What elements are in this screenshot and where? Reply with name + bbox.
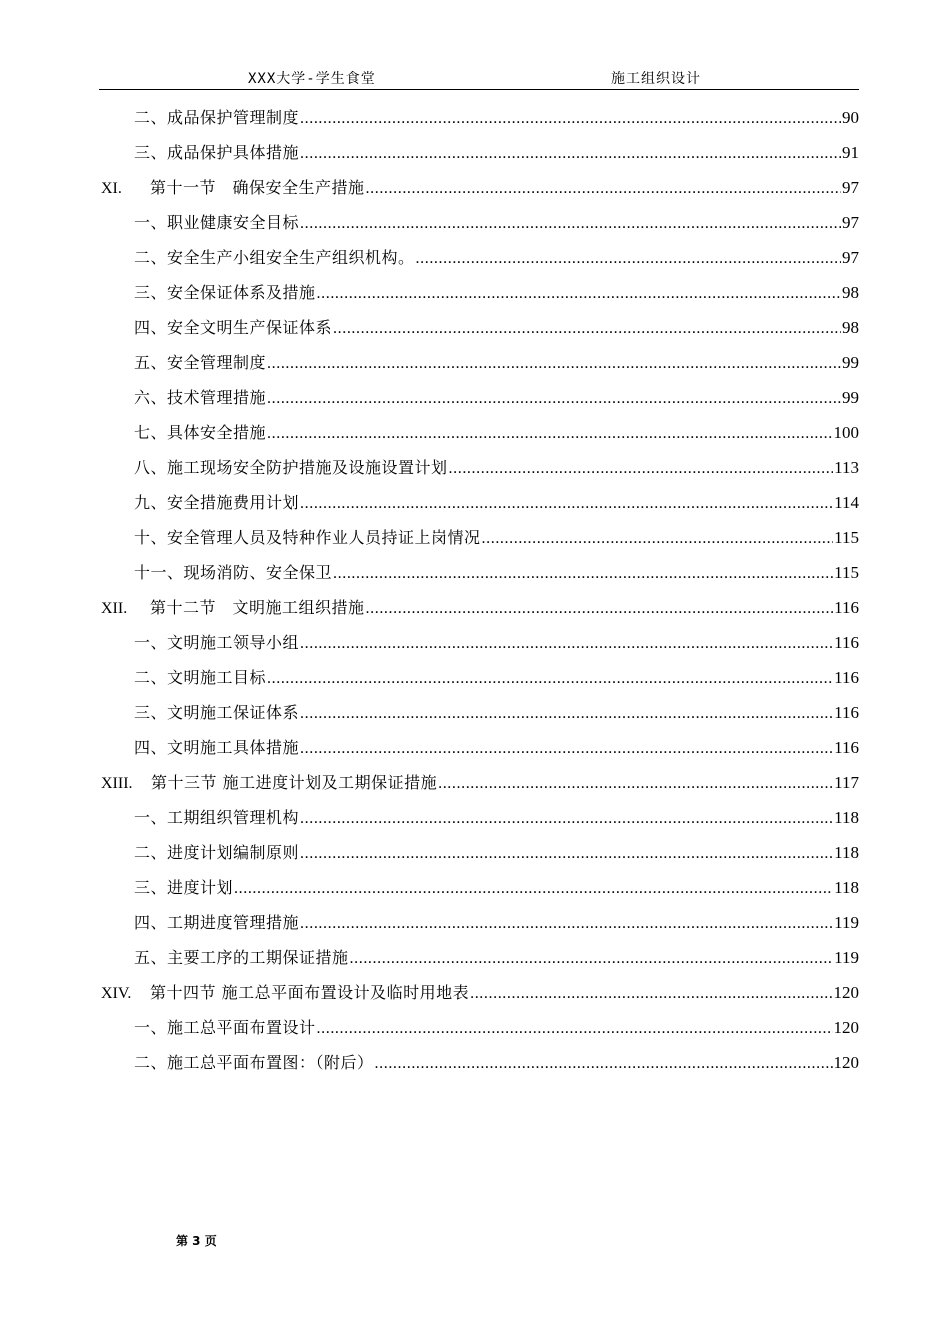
toc-dot-leader bbox=[300, 136, 841, 171]
toc-dot-leader bbox=[366, 591, 834, 626]
toc-entry-title: 四、工期进度管理措施 bbox=[134, 913, 300, 932]
toc-entry-title: 第十四节 施工总平面布置设计及临时用地表 bbox=[150, 983, 470, 1002]
toc-subsection-entry[interactable] bbox=[101, 380, 859, 415]
toc-subsection-entry[interactable] bbox=[101, 940, 859, 975]
toc-entry-title: 四、安全文明生产保证体系 bbox=[134, 318, 333, 337]
header-section-title: 施工组织设计 bbox=[611, 71, 701, 87]
toc-page-number: 113 bbox=[834, 458, 859, 477]
toc-dot-leader bbox=[300, 696, 833, 731]
toc-subsection-entry[interactable] bbox=[101, 135, 859, 170]
toc-subsection-entry[interactable] bbox=[101, 275, 859, 310]
toc-entry-title: 三、安全保证体系及措施 bbox=[134, 283, 316, 302]
toc-entry-title: 二、成品保护管理制度 bbox=[134, 108, 300, 127]
toc-entry-title: 二、文明施工目标 bbox=[134, 668, 267, 687]
toc-subsection-entry[interactable] bbox=[101, 450, 859, 485]
toc-dot-leader bbox=[317, 1011, 833, 1046]
toc-subsection-entry[interactable] bbox=[101, 1045, 859, 1080]
toc-entry-title: 十一、现场消防、安全保卫 bbox=[134, 563, 333, 582]
toc-subsection-entry[interactable] bbox=[101, 730, 859, 765]
toc-entry-title: 九、安全措施费用计划 bbox=[134, 493, 300, 512]
toc-page-number: 98 bbox=[842, 283, 859, 302]
toc-page-number: 115 bbox=[834, 563, 859, 582]
toc-entry-title: 十、安全管理人员及特种作业人员持证上岗情况 bbox=[134, 528, 481, 547]
toc-entry-title: 第十三节 施工进度计划及工期保证措施 bbox=[151, 773, 438, 792]
toc-page-number: 97 bbox=[842, 213, 859, 232]
toc-page-number: 116 bbox=[834, 738, 859, 757]
toc-page-number: 114 bbox=[834, 493, 859, 512]
toc-subsection-entry[interactable] bbox=[101, 345, 859, 380]
toc-page-number: 99 bbox=[842, 388, 859, 407]
toc-section-number: XII. bbox=[101, 600, 128, 617]
toc-entry-title: 第十二节 文明施工组织措施 bbox=[150, 598, 365, 617]
toc-page-number: 98 bbox=[842, 318, 859, 337]
toc-dot-leader bbox=[300, 101, 841, 136]
toc-entry-title: 第十一节 确保安全生产措施 bbox=[150, 178, 365, 197]
toc-page-number: 90 bbox=[842, 108, 859, 127]
toc-page-number: 119 bbox=[834, 913, 859, 932]
toc-entry-title: 一、工期组织管理机构 bbox=[134, 808, 300, 827]
toc-dot-leader bbox=[470, 976, 832, 1011]
toc-entry-title: 五、安全管理制度 bbox=[134, 353, 267, 372]
toc-subsection-entry[interactable] bbox=[101, 905, 859, 940]
toc-page-number: 116 bbox=[834, 668, 859, 687]
toc-dot-leader bbox=[267, 381, 841, 416]
toc-section-number: XIII. bbox=[101, 775, 133, 792]
toc-subsection-entry[interactable] bbox=[101, 415, 859, 450]
toc-dot-leader bbox=[234, 871, 833, 906]
toc-dot-leader bbox=[438, 766, 833, 801]
toc-section-entry[interactable] bbox=[101, 765, 859, 800]
toc-entry-title: 三、进度计划 bbox=[134, 878, 234, 897]
toc-subsection-entry[interactable] bbox=[101, 625, 859, 660]
table-of-contents bbox=[101, 100, 859, 1080]
toc-dot-leader bbox=[300, 731, 833, 766]
toc-entry-title: 一、施工总平面布置设计 bbox=[134, 1018, 316, 1037]
toc-entry-title: 一、职业健康安全目标 bbox=[134, 213, 300, 232]
toc-page-number: 99 bbox=[842, 353, 859, 372]
toc-section-number: XIV. bbox=[101, 985, 132, 1002]
toc-page-number: 119 bbox=[834, 948, 859, 967]
toc-dot-leader bbox=[300, 906, 833, 941]
toc-section-entry[interactable] bbox=[101, 975, 859, 1010]
toc-entry-title: 四、文明施工具体措施 bbox=[134, 738, 300, 757]
toc-entry-title: 二、安全生产小组安全生产组织机构。 bbox=[134, 248, 415, 267]
toc-page-number: 120 bbox=[833, 983, 859, 1002]
toc-dot-leader bbox=[267, 346, 841, 381]
page-header bbox=[99, 64, 859, 90]
toc-subsection-entry[interactable] bbox=[101, 695, 859, 730]
toc-page-number: 120 bbox=[833, 1053, 859, 1072]
toc-subsection-entry[interactable] bbox=[101, 1010, 859, 1045]
toc-dot-leader bbox=[416, 241, 841, 276]
toc-subsection-entry[interactable] bbox=[101, 205, 859, 240]
toc-subsection-entry[interactable] bbox=[101, 555, 859, 590]
toc-page-number: 97 bbox=[842, 248, 859, 267]
toc-dot-leader bbox=[267, 416, 832, 451]
toc-dot-leader bbox=[333, 311, 841, 346]
toc-dot-leader bbox=[300, 836, 833, 871]
toc-subsection-entry[interactable] bbox=[101, 310, 859, 345]
toc-entry-title: 三、文明施工保证体系 bbox=[134, 703, 300, 722]
toc-dot-leader bbox=[300, 206, 841, 241]
toc-section-number: XI. bbox=[101, 180, 122, 197]
toc-dot-leader bbox=[300, 486, 833, 521]
toc-dot-leader bbox=[267, 661, 833, 696]
toc-subsection-entry[interactable] bbox=[101, 870, 859, 905]
toc-subsection-entry[interactable] bbox=[101, 240, 859, 275]
toc-dot-leader bbox=[333, 556, 833, 591]
toc-page-number: 116 bbox=[834, 703, 859, 722]
toc-entry-title: 五、主要工序的工期保证措施 bbox=[134, 948, 349, 967]
page-number: 第 3 页 bbox=[176, 1234, 217, 1248]
toc-subsection-entry[interactable] bbox=[101, 485, 859, 520]
toc-page-number: 115 bbox=[834, 528, 859, 547]
toc-page-number: 118 bbox=[834, 808, 859, 827]
toc-page-number: 100 bbox=[833, 423, 859, 442]
toc-entry-title: 一、文明施工领导小组 bbox=[134, 633, 300, 652]
toc-page-number: 118 bbox=[834, 878, 859, 897]
toc-dot-leader bbox=[300, 626, 833, 661]
toc-subsection-entry[interactable] bbox=[101, 800, 859, 835]
toc-page-number: 116 bbox=[834, 598, 859, 617]
toc-entry-title: 二、施工总平面布置图：（附后） bbox=[134, 1053, 374, 1072]
toc-page-number: 91 bbox=[842, 143, 859, 162]
toc-page-number: 117 bbox=[834, 773, 859, 792]
toc-page-number: 120 bbox=[833, 1018, 859, 1037]
toc-subsection-entry[interactable] bbox=[101, 660, 859, 695]
toc-dot-leader bbox=[300, 801, 833, 836]
toc-section-entry[interactable] bbox=[101, 590, 859, 625]
toc-subsection-entry[interactable] bbox=[101, 835, 859, 870]
toc-dot-leader bbox=[350, 941, 834, 976]
toc-entry-title: 八、施工现场安全防护措施及设施设置计划 bbox=[134, 458, 448, 477]
header-document-title: XXX大学-学生食堂 bbox=[248, 71, 376, 87]
toc-subsection-entry[interactable] bbox=[101, 100, 859, 135]
toc-entry-title: 六、技术管理措施 bbox=[134, 388, 267, 407]
toc-page-number: 116 bbox=[834, 633, 859, 652]
toc-dot-leader bbox=[449, 451, 834, 486]
toc-entry-title: 七、具体安全措施 bbox=[134, 423, 267, 442]
toc-subsection-entry[interactable] bbox=[101, 520, 859, 555]
toc-dot-leader bbox=[375, 1046, 833, 1081]
toc-entry-title: 三、成品保护具体措施 bbox=[134, 143, 300, 162]
toc-dot-leader bbox=[317, 276, 841, 311]
toc-page-number: 97 bbox=[842, 178, 859, 197]
toc-dot-leader bbox=[482, 521, 834, 556]
toc-dot-leader bbox=[366, 171, 841, 206]
toc-entry-title: 二、进度计划编制原则 bbox=[134, 843, 300, 862]
toc-section-entry[interactable] bbox=[101, 170, 859, 205]
toc-page-number: 118 bbox=[834, 843, 859, 862]
